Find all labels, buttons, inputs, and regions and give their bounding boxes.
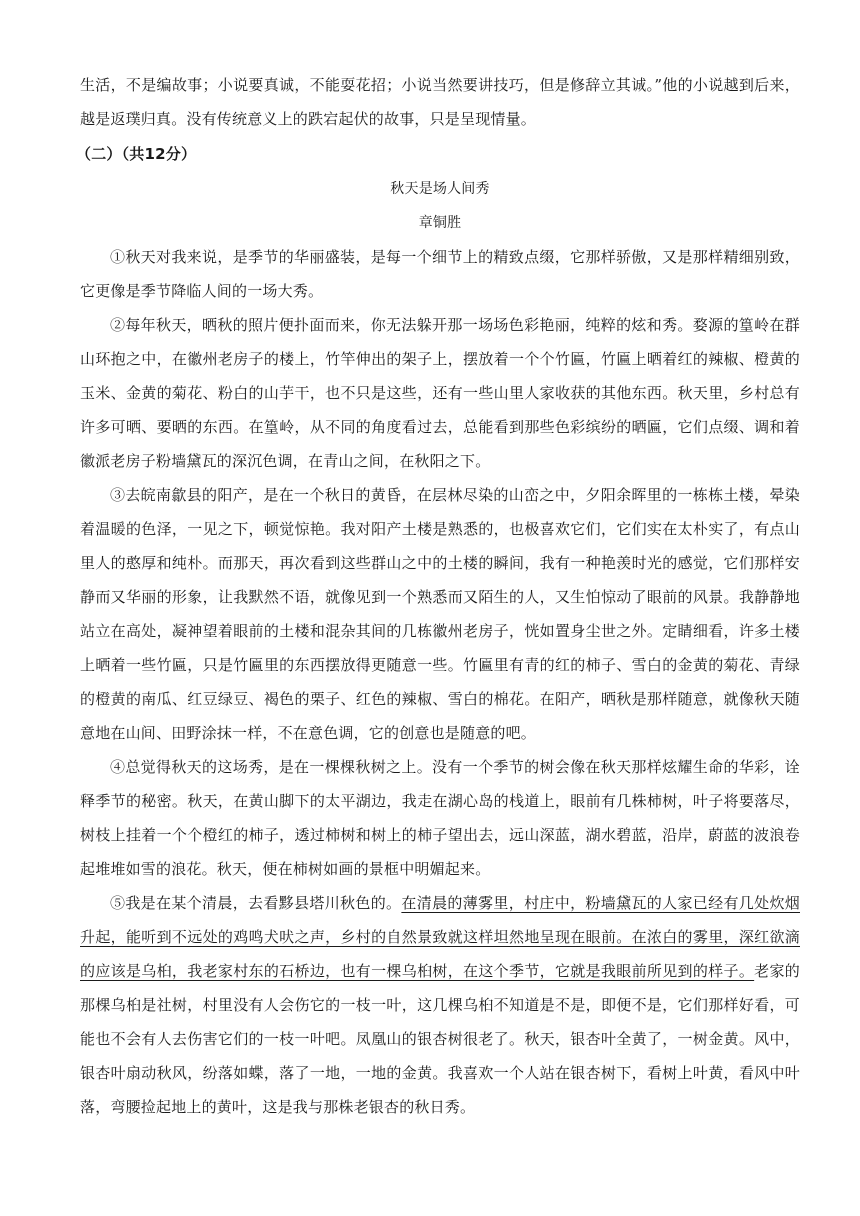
paragraph-5-start: ⑤我是在某个清晨，去看黟县塔川秋色的。 — [110, 894, 402, 912]
paragraph-5-end: 老家的那棵乌桕是社树，村里没有人会伤它的一枝一叶，这几棵乌桕不知道是不是，即便不是，它们那样好看，可能也不会有人去伤害它们的一枝一叶吧。凤凰山的银杏树很老了。秋天，银杏叶全黄了，一树金黄。风中，银杏叶扇动秋风，纷落如蝶，落了一地，一地的金黄。我喜欢一个人站在银杏树下，看树上叶黄，看风中叶落，弯腰捡起地上的黄叶，这是我与那株老银杏的秋日秀。 — [80, 962, 800, 1116]
paragraph-3: ③去皖南歙县的阳产，是在一个秋日的黄昏，在层林尽染的山峦之中，夕阳余晖里的一栋栋土楼，晕染着温暖的色泽，一见之下，顿觉惊艳。我对阳产土楼是熟悉的，也极喜欢它们，它们实在太朴实了，有点山里人的憨厚和纯朴。而那天，再次看到这些群山之中的土楼的瞬间，我有一种艳羡时光的感觉，它们那样安静而又华丽的形象，让我默然不语，就像见到一个熟悉而又陌生的人，又生怕惊动了眼前的风景。我静静地站立在高处，凝神望着眼前的土楼和混杂其间的几栋徽州老房子，恍如置身尘世之外。定睛细看，许多土楼上晒着一些竹匾，只是竹匾里的东西摆放得更随意一些。竹匾里有青的红的柿子、雪白的金黄的菊花、青绿的橙黄的南瓜、红豆绿豆、褐色的栗子、红色的辣椒、雪白的棉花。在阳产，晒秋是那样随意，就像秋天随意地在山间、田野涂抹一样，不在意色调，它的创意也是随意的吧。 — [80, 486, 800, 742]
section-heading: （二）（共12分） — [76, 145, 197, 163]
paragraph-2: ②每年秋天，晒秋的照片便扑面而来，你无法躲开那一场场色彩艳丽，纯粹的炫和秀。婺源的篁岭在群山环抱之中，在徽州老房子的楼上，竹竿伸出的架子上，摆放着一个个竹匾，竹匾上晒着红的辣椒、橙黄的玉米、金黄的菊花、粉白的山芋干，也不只是这些，还有一些山里人家收获的其他东西。秋天里，乡村总有许多可晒、要晒的东西。在篁岭，从不同的角度看过去，总能看到那些色彩缤纷的晒匾，它们点缀、调和着徽派老房子粉墙黛瓦的深沉色调，在青山之间，在秋阳之下。 — [80, 316, 800, 470]
paragraph-1: ①秋天对我来说，是季节的华丽盛装，是每一个细节上的精致点缀，它那样骄傲，又是那样精细别致，它更像是季节降临人间的一场大秀。 — [80, 248, 800, 300]
article-author: 章铜胜 — [418, 215, 462, 231]
underlined-passage: 在清晨的薄雾里，村庄中，粉墙黛瓦的人家已经有几处炊烟升起，能听到不远处的鸡鸣犬吠之声，乡村的自然景致就这样坦然地呈现在眼前。在浓白的雾里，深红欲滴的应该是乌桕，我老家村东的石桥边，也有一棵乌桕树，在这个季节，它就是我眼前所见到的样子。 — [80, 894, 800, 980]
paragraph-4: ④总觉得秋天的这场秀，是在一棵棵秋树之上。没有一个季节的树会像在秋天那样炫耀生命的华彩，诠释季节的秘密。秋天，在黄山脚下的太平湖边，我走在湖心岛的栈道上，眼前有几株柿树，叶子将要落尽，树枝上挂着一个个橙红的柿子，透过柿树和树上的柿子望出去，远山深蓝，湖水碧蓝，沿岸，蔚蓝的波浪卷起堆堆如雪的浪花。秋天，便在柿树如画的景框中明媚起来。 — [80, 758, 800, 878]
article-title: 秋天是场人间秀 — [390, 181, 490, 197]
paragraph-5 — [80, 886, 800, 1124]
document-page — [76, 68, 800, 1124]
intro-paragraph: 生活，不是编故事；小说要真诚，不能耍花招；小说当然要讲技巧，但是修辞立其诚。”他的小说越到后来，越是返璞归真。没有传统意义上的跌宕起伏的故事，只是呈现情量。 — [80, 76, 800, 128]
